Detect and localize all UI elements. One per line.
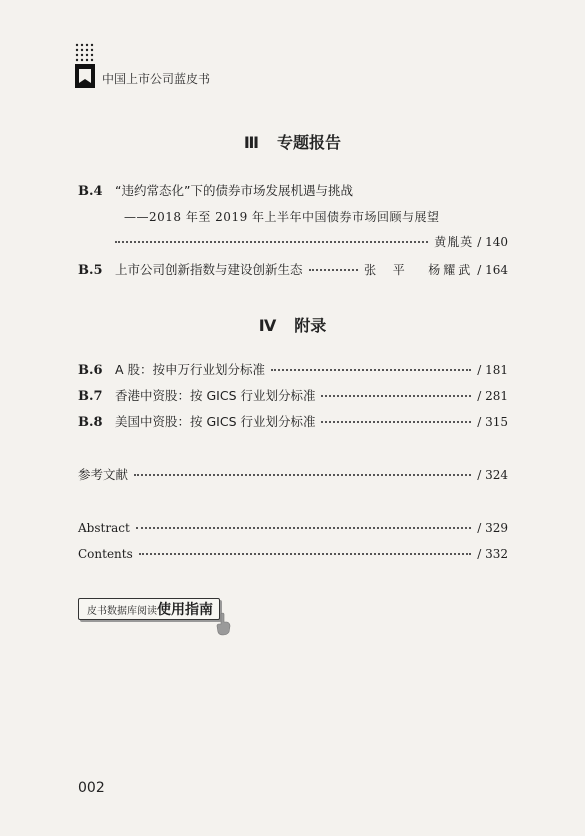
leader-dots: [321, 395, 471, 397]
entry-code: B.4: [78, 184, 103, 199]
entry-title: 参考文献: [78, 467, 129, 482]
guide-big-text: 使用指南: [157, 602, 213, 618]
bluebook-logo-icon: [74, 42, 96, 90]
leader-dots: [321, 421, 471, 423]
section-heading-3: [0, 130, 585, 153]
entry-page: / 332: [477, 547, 508, 561]
pointing-hand-icon: [214, 612, 232, 636]
page-number: 002: [78, 780, 105, 796]
entry-page: / 164: [477, 263, 508, 277]
leader-dots: [271, 369, 471, 371]
entry-title: Abstract: [78, 521, 130, 535]
entry-title: 香港中资股：按 GICS 行业划分标准: [115, 388, 316, 403]
toc-entry-b6[interactable]: [78, 360, 508, 378]
entry-page: / 140: [477, 235, 508, 249]
entry-author: 黄胤英: [434, 235, 474, 249]
entry-title: A 股：按申万行业划分标准: [115, 362, 266, 377]
toc-entry-contents[interactable]: [78, 547, 508, 565]
entry-page: / 324: [477, 468, 508, 482]
section-heading-4: [0, 313, 585, 336]
entry-code: B.8: [78, 415, 103, 430]
entry-code: B.5: [78, 263, 103, 278]
database-guide-button[interactable]: [78, 598, 220, 620]
leader-dots: [309, 269, 359, 271]
section-title: 附录: [294, 316, 327, 335]
toc-entry-b4[interactable]: [78, 181, 508, 199]
entry-title: 美国中资股：按 GICS 行业划分标准: [115, 414, 316, 429]
entry-title: 上市公司创新指数与建设创新生态: [115, 262, 303, 277]
entry-title: Contents: [78, 547, 133, 561]
entry-page: / 281: [477, 389, 508, 403]
entry-code: B.6: [78, 363, 103, 378]
section-numeral: Ⅲ: [243, 133, 260, 152]
toc-entry-references[interactable]: [78, 465, 508, 483]
guide-small-text: 皮书数据库阅读: [87, 605, 157, 617]
section-title: 专题报告: [277, 133, 342, 152]
entry-subtitle: ——2018 年至 2019 年上半年中国债券市场回顾与展望: [124, 210, 440, 224]
leader-dots: [139, 553, 471, 555]
toc-entry-b5[interactable]: [78, 260, 508, 278]
entry-author: 张 平 杨耀武: [364, 263, 474, 277]
toc-entry-abstract[interactable]: [78, 521, 508, 539]
entry-page: / 315: [477, 415, 508, 429]
entry-title: “违约常态化”下的债券市场发展机遇与挑战: [115, 183, 353, 198]
toc-entry-b4-leader[interactable]: [115, 233, 508, 251]
toc-entry-b7[interactable]: [78, 386, 508, 404]
section-numeral: Ⅳ: [258, 316, 277, 335]
book-series-title: 中国上市公司蓝皮书: [102, 72, 211, 86]
leader-dots: [134, 474, 471, 476]
toc-entry-b8[interactable]: [78, 412, 508, 430]
entry-code: B.7: [78, 389, 103, 404]
leader-dots: [115, 241, 428, 243]
entry-page: / 329: [477, 521, 508, 535]
entry-page: / 181: [477, 363, 508, 377]
leader-dots: [136, 527, 471, 529]
